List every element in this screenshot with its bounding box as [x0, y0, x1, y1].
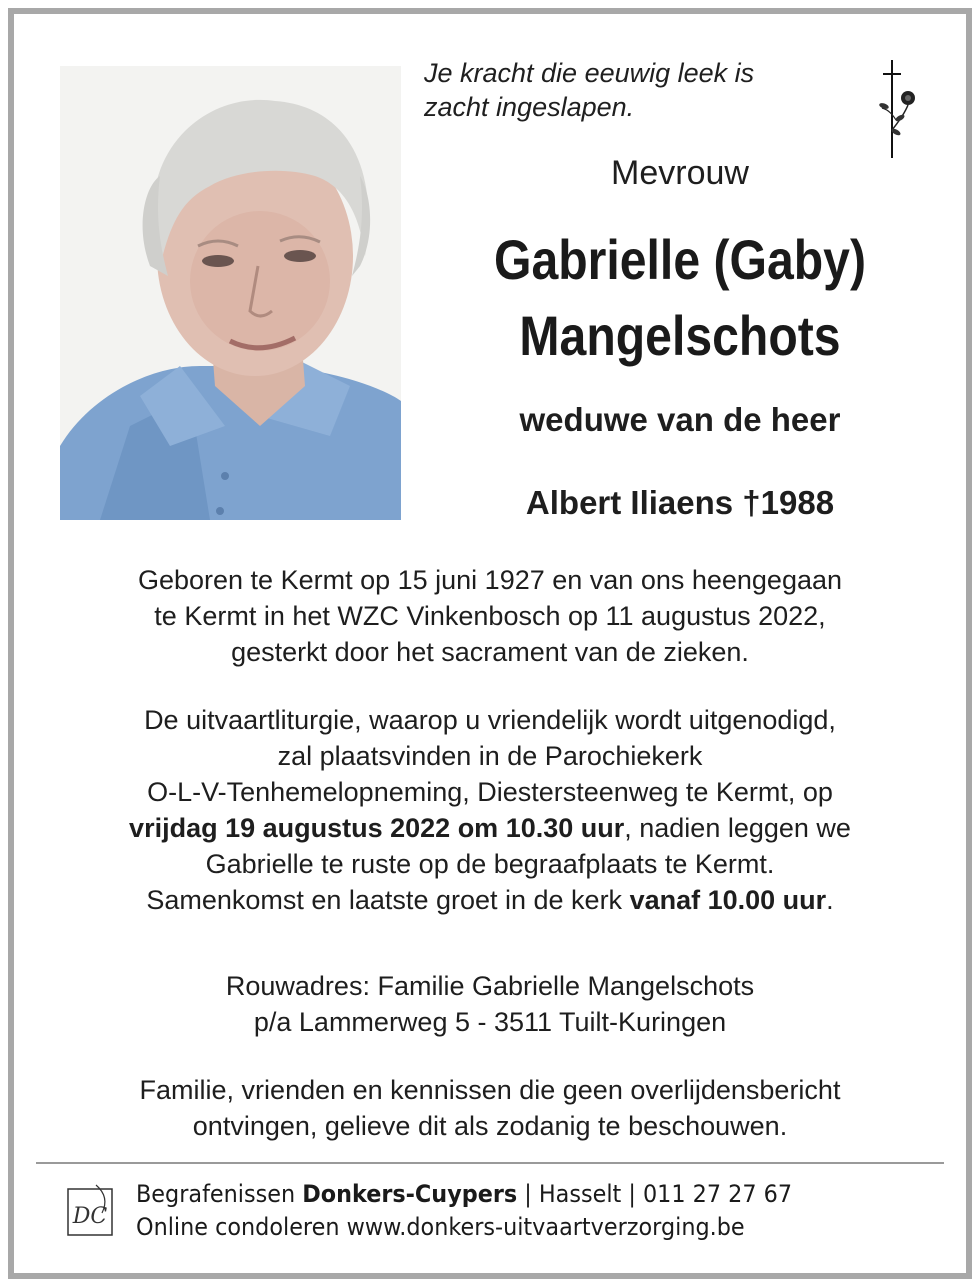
address-line-2: p/a Lammerweg 5 - 3511 Tuilt-Kuringen [253, 1007, 727, 1037]
footer-divider [36, 1162, 944, 1164]
footer-line-1 [136, 1178, 792, 1211]
notice-line-2: ontvingen, gelieve dit als zodanig te beschouwen. [192, 1111, 788, 1141]
footer-line-2: Online condoleren www.donkers-uitvaartverzorging.be [136, 1213, 745, 1241]
quote-line-2: zacht ingeslapen. [424, 92, 635, 122]
logo-letters: DC [72, 1204, 108, 1229]
footer-company: Donkers-Cuypers [302, 1180, 518, 1208]
born-line-1: Geboren te Kermt op 15 juni 1927 en van ons heengegaan [137, 565, 843, 595]
funeral-line-6-end: . [826, 885, 834, 915]
funeral-paragraph [30, 702, 950, 918]
salutation: Mevrouw [611, 154, 749, 192]
born-line-2: te Kermt in het WZC Vinkenbosch op 11 augustus 2022, [154, 601, 826, 631]
footer-text [136, 1178, 792, 1244]
notice-paragraph [30, 1072, 950, 1144]
funeral-home-logo [66, 1183, 118, 1239]
cross-with-rose-icon [872, 60, 924, 160]
quote-line-1: Je kracht die eeuwig leek is [424, 58, 755, 88]
notice-line-1: Familie, vrienden en kennissen die geen overlijdensbericht [139, 1075, 841, 1105]
portrait-photo [60, 66, 401, 520]
widow-of-label: weduwe van de heer [519, 401, 841, 438]
funeral-line-2: zal plaatsvinden in de Parochiekerk [277, 741, 703, 771]
funeral-line-1: De uitvaartliturgie, waarop u vriendelijk wordt uitgenodigd, [144, 705, 836, 735]
gathering-time: vanaf 10.00 uur [629, 885, 827, 915]
name-line-1: Gabrielle (Gaby) [493, 228, 867, 291]
born-line-3: gesterkt door het sacrament van de zieken. [231, 637, 749, 667]
deceased-name [456, 222, 903, 374]
birth-death-paragraph [30, 562, 950, 670]
footer-prefix: Begrafenissen [136, 1180, 303, 1208]
funeral-line-4-rest: , nadien leggen we [624, 813, 851, 843]
memorial-quote [424, 56, 754, 124]
husband-name: Albert Iliaens †1988 [525, 484, 835, 521]
funeral-line-6-start: Samenkomst en laatste groet in de kerk [146, 885, 630, 915]
funeral-line-5: Gabrielle te ruste op de begraafplaats te Kermt. [205, 849, 775, 879]
mourning-address [30, 968, 950, 1040]
funeral-date: vrijdag 19 augustus 2022 om 10.30 uur [129, 813, 625, 843]
name-line-2: Mangelschots [519, 304, 841, 367]
footer-contact: | Hasselt | 011 27 27 67 [517, 1180, 793, 1208]
funeral-line-3: O-L-V-Tenhemelopneming, Diestersteenweg te Kermt, op [147, 777, 833, 807]
address-line-1: Rouwadres: Familie Gabrielle Mangelschots [225, 971, 755, 1001]
